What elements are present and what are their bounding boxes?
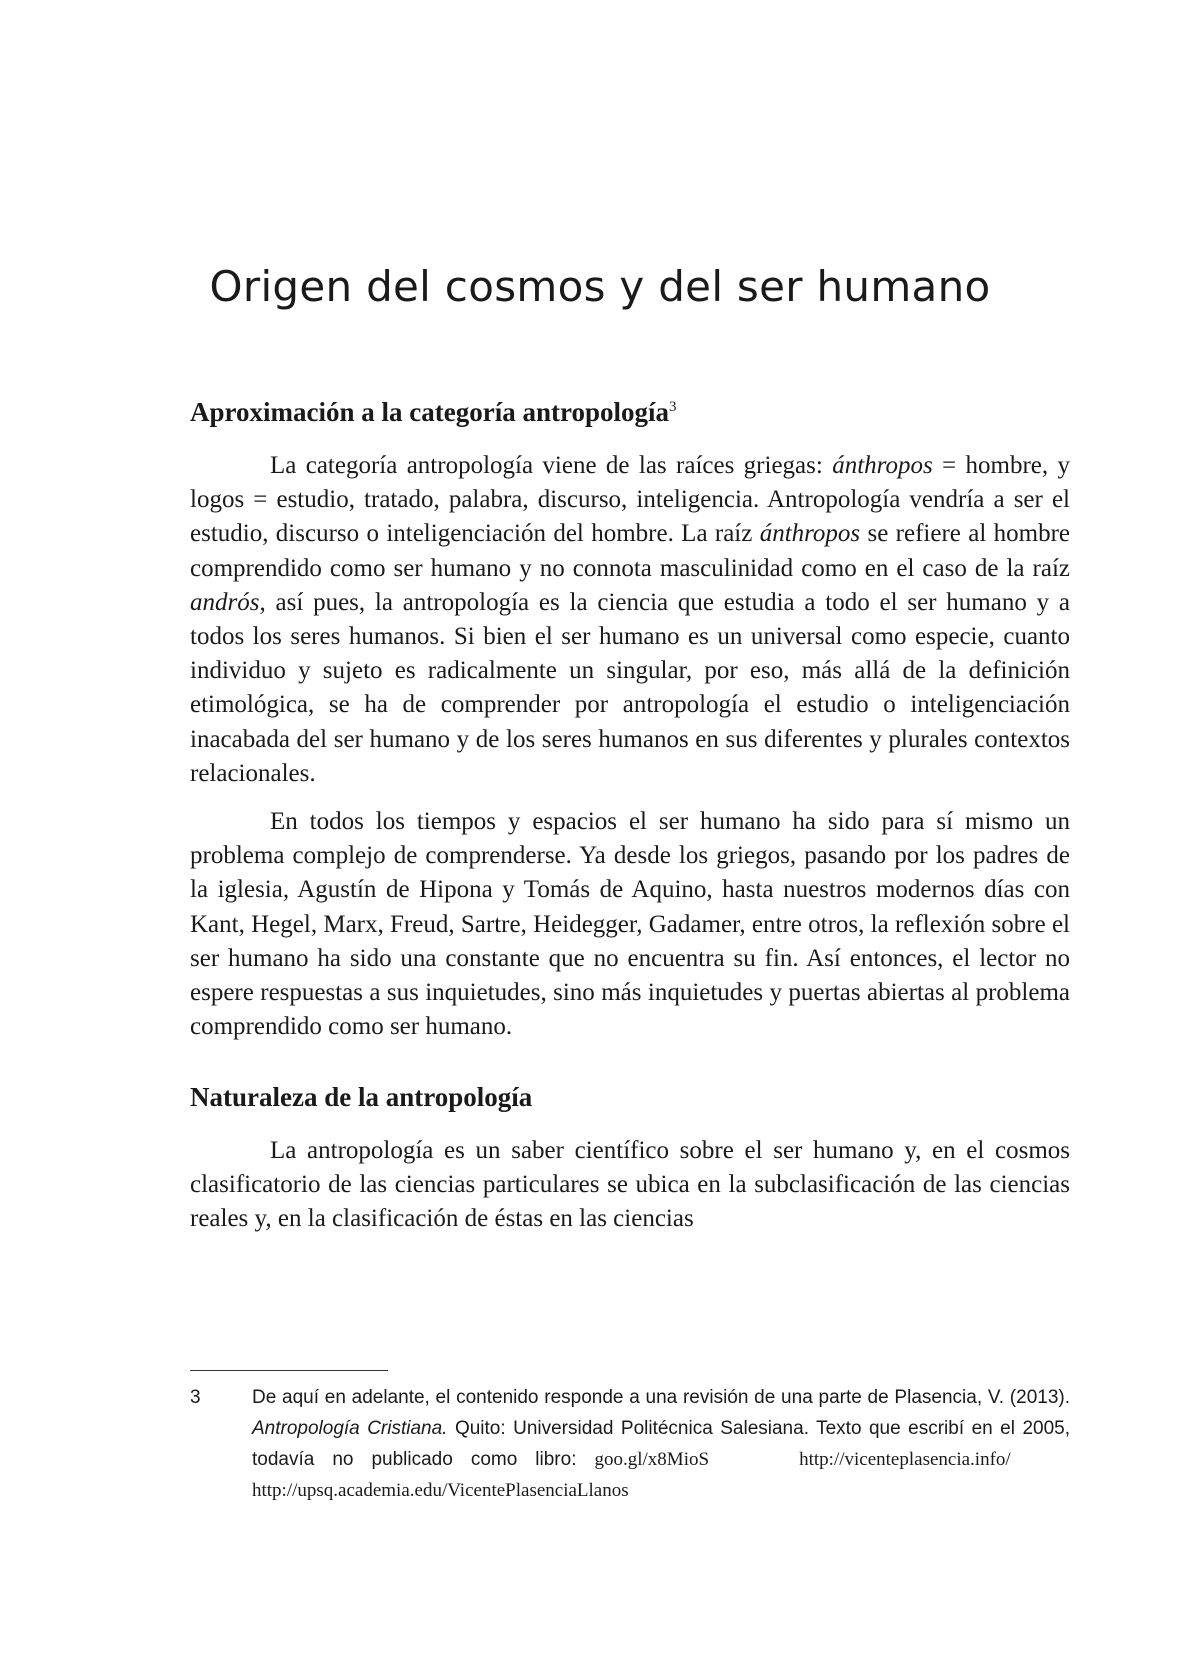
footnote-number: 3 [190,1387,201,1408]
footnote-link-googl[interactable]: goo.gl/x8MioS [594,1449,710,1470]
footnote [190,1382,1070,1506]
section-naturaleza [190,1080,1070,1237]
section-heading-text: Aproximación a la categoría antropología [190,397,669,427]
paragraph [190,805,1070,1044]
footnote-text-part: Quito: Universidad Politécnica Salesiana. Texto que escribí en el 2005, todavía no publicado como libro: [252,1418,1070,1470]
footnote-link-website[interactable]: http://vicenteplasencia.info/ [799,1449,1011,1470]
paragraph [190,449,1070,791]
chapter-title: Origen del cosmos y del ser humano [209,262,991,311]
footnote-link-academia[interactable]: http://upsq.academia.edu/VicentePlasenciaLlanos [252,1480,629,1501]
section-heading: Naturaleza de la antropología [190,1082,533,1112]
footnote-book-title: Antropología Cristiana. [252,1418,448,1439]
text-run: = hombre, y logos = estudio, tratado, palabra, discurso, inteligencia. Antropología vendría a ser el estudio, discurso o inteligenciación del hombre. La raíz [190,452,1071,548]
text-run: La antropología es un saber científico sobre el ser humano y, en el cosmos clasificatorio de las ciencias particulares se ubica en la subclasificación de las ciencias reales y, en la clasificación de éstas en las ciencias [190,1137,1070,1233]
text-run: , así pues, la antropología es la ciencia que estudia a todo el ser humano y a todos los seres humanos. Si bien el ser humano es un universal como especie, cuanto individuo y sujeto es radicalmente un singular, por eso, más allá de la definición etimológica, se ha de comprender por antropología el estudio o inteligenciación inacabada del ser humano y de los seres humanos en sus diferentes y plurales contextos relacionales. [190,588,1070,787]
footnote-text [252,1382,1070,1506]
text-run: La categoría antropología viene de las raíces griegas: [270,452,833,479]
section-heading [190,395,1070,429]
section-aproximacion [190,395,1070,1044]
text-run: se refiere al hombre comprendido como ser humano y no connota masculinidad como en el caso de la raíz [190,520,1070,582]
italic-term: ánthropos [759,520,861,548]
footnote-text-part: De aquí en adelante, el contenido responde a una revisión de una parte de Plasencia, V. (2013). [252,1387,1070,1408]
footnote-divider [190,1370,388,1371]
italic-term: ánthropos [832,452,933,479]
italic-term: andrós [190,588,260,616]
text-run: En todos los tiempos y espacios el ser humano ha sido para sí mismo un problema complejo de comprenderse. Ya desde los griegos, pasando por los padres de la iglesia, Agustín de Hipona y Tomás de Aquino, hasta nuestros modernos días con Kant, Hegel, Marx, Freud, Sartre, Heidegger, Gadamer, entre otros, la reflexión sobre el ser humano ha sido una constante que no encuentra su fin. Así entonces, el lector no espere respuestas a sus inquietudes, sino más inquietudes y puertas abiertas al problema comprendido como ser humano. [190,808,1070,1041]
footnote-reference[interactable]: 3 [668,399,677,415]
paragraph [190,1134,1070,1237]
